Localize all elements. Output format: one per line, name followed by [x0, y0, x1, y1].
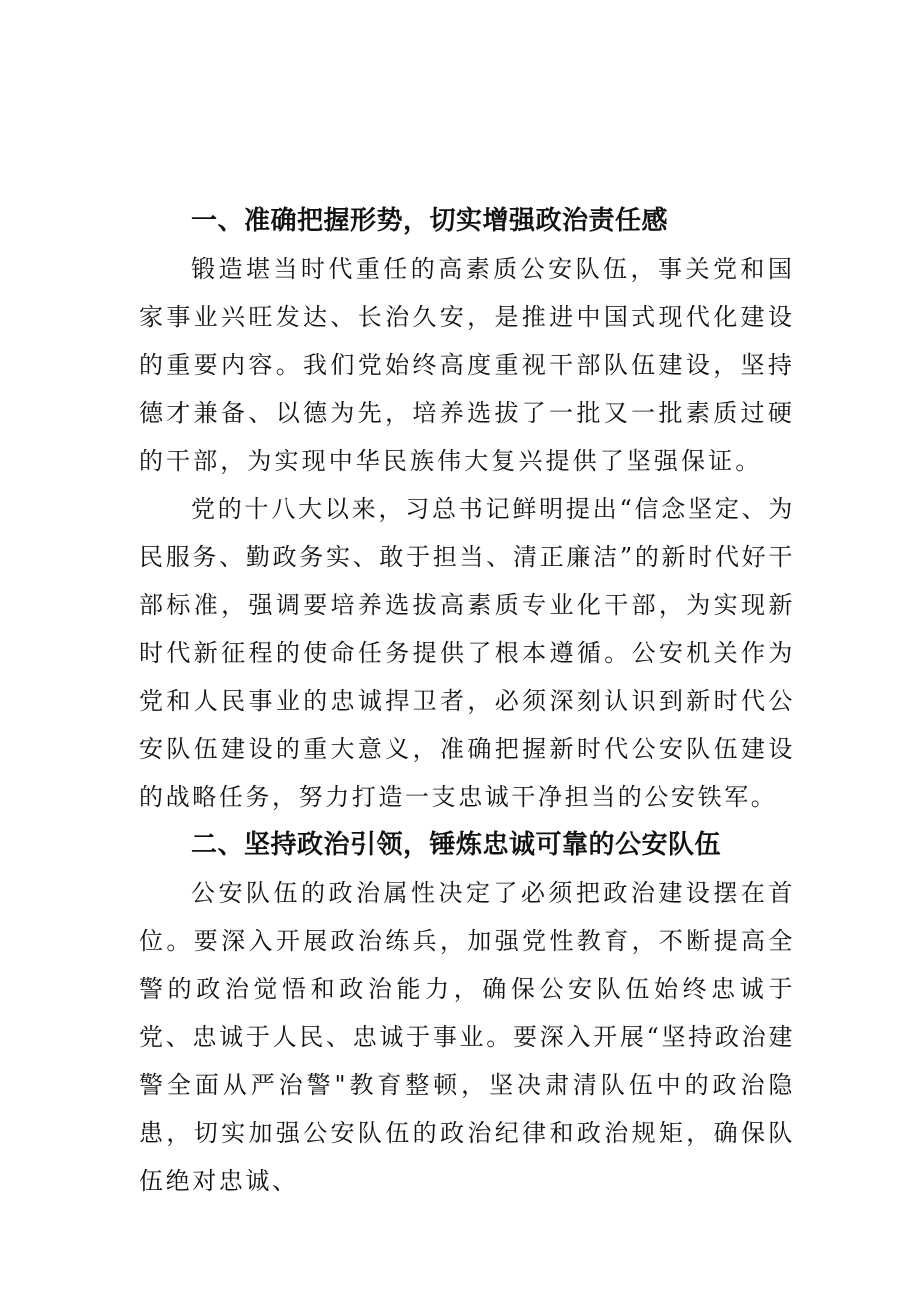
section-2-paragraph-1: 公安队伍的政治属性决定了必须把政治建设摆在首位。要深入开展政治练兵，加强党性教育，不断提高全警的政治觉悟和政治能力，确保公安队伍始终忠诚于党、忠诚于人民、忠诚于事业。要深入开展“坚持政治建警全面从严治警"教育整顿，坚决肃清队伍中的政治隐患，切实加强公安队伍的政治纪律和政治规矩，确保队伍绝对忠诚、	[139, 879, 795, 1195]
section-1-paragraph-1: 锻造堪当时代重任的高素质公安队伍，事关党和国家事业兴旺发达、长治久安，是推进中国式现代化建设的重要内容。我们党始终高度重视干部队伍建设，坚持德才兼备、以德为先，培养选拔了一批又一批素质过硬的干部，为实现中华民族伟大复兴提供了坚强保证。	[139, 255, 795, 475]
section-heading-2: 二、坚持政治引领，锤炼忠诚可靠的公安队伍	[191, 830, 722, 860]
section-heading-1: 一、准确把握形势，切实增强政治责任感	[191, 206, 669, 236]
section-1-paragraph-2: 党的十八大以来，习总书记鲜明提出“信念坚定、为民服务、勤政务实、敢于担当、清正廉洁”的新时代好干部标准，强调要培养选拔高素质专业化干部，为实现新时代新征程的使命任务提供了根本遵循。公安机关作为党和人民事业的忠诚捍卫者，必须深刻认识到新时代公安队伍建设的重大意义，准确把握新时代公安队伍建设的战略任务，努力打造一支忠诚干净担当的公安铁军。	[139, 495, 795, 811]
document-body	[139, 197, 795, 1205]
